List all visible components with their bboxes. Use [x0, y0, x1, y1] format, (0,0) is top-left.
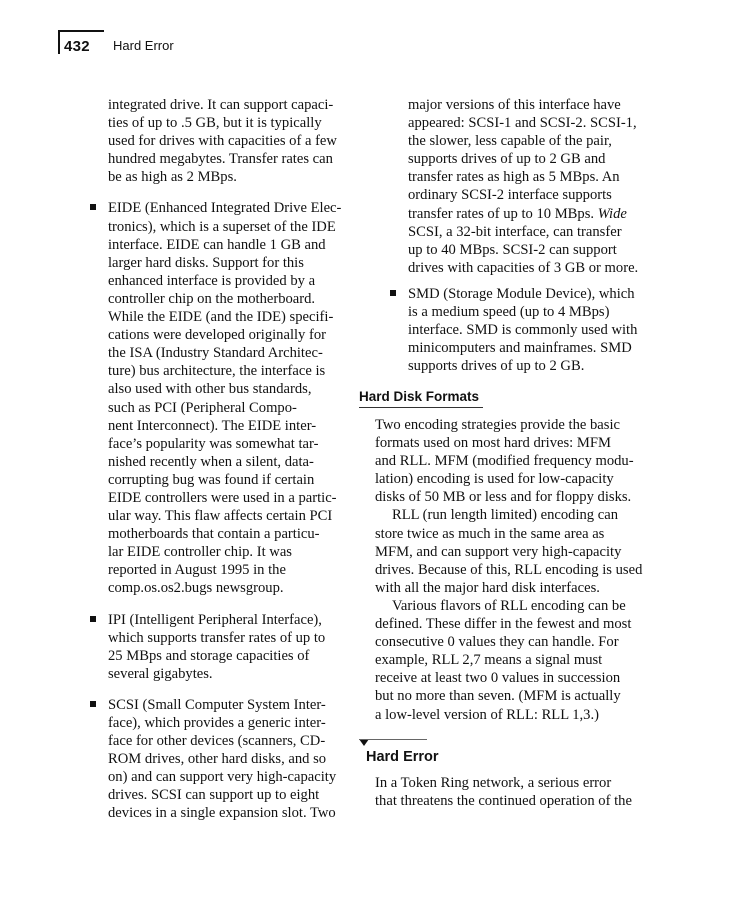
text-line: Two encoding strategies provide the basic	[375, 417, 620, 433]
text-line: on) and can support very high-capacity	[108, 769, 337, 786]
text-line: major versions of this interface have	[408, 97, 621, 113]
text-line: ties of up to .5 GB, but it is typically	[108, 115, 322, 132]
text-line: SCSI (Small Computer System Inter-	[108, 696, 326, 713]
text-line: face), which provides a generic inter-	[108, 715, 326, 731]
text-line: ture) bus architecture, the interface is	[108, 363, 326, 380]
page-number: 432	[64, 38, 90, 55]
text-line: receive at least two 0 values in succession	[375, 670, 621, 687]
text-line: While the EIDE (and the IDE) specifi-	[108, 309, 334, 326]
text-line: ordinary SCSI-2 interface supports	[408, 187, 612, 204]
text-line: the ISA (Industry Standard Architec-	[108, 345, 323, 362]
text-line: minicomputers and mainframes. SMD	[408, 340, 632, 357]
text-line: corrupting bug was found if certain	[108, 471, 315, 488]
text-line: appeared: SCSI-1 and SCSI-2. SCSI-1,	[408, 115, 637, 132]
formats-body	[375, 416, 645, 724]
entry-rule	[359, 739, 427, 740]
text-line: reported in August 1995 in the	[108, 562, 286, 579]
text-line: face’s popularity was somewhat tar-	[108, 435, 319, 452]
text-line: cations were developed originally for	[108, 327, 327, 344]
text-line: Various flavors of RLL encoding can be	[392, 597, 626, 614]
text-line: is a medium speed (up to 4 MBps)	[408, 304, 610, 321]
text-line: also used with other bus standards,	[108, 381, 312, 398]
text-line: transfer rates as high as 5 MBps. An	[408, 169, 620, 186]
text-line: interface. EIDE can handle 1 GB and	[108, 236, 326, 253]
text-line: consecutive 0 values they can handle. For	[375, 634, 619, 651]
text-line: devices in a single expansion slot. Two	[108, 805, 336, 822]
text-line: store twice as much in the same area as	[375, 525, 605, 542]
text-line: with all the major hard disk interfaces.	[375, 579, 600, 596]
italic-term: Wide	[597, 205, 627, 222]
text-line: tronics), which is a superset of the IDE	[108, 218, 336, 235]
text-line: lar EIDE controller chip. It was	[108, 544, 292, 561]
text-line: drives with capacities of 3 GB or more.	[408, 259, 639, 276]
text-line: RLL (run length limited) encoding can	[392, 507, 619, 524]
text-line: EIDE (Enhanced Integrated Drive Elec-	[108, 200, 342, 217]
text-line: In a Token Ring network, a serious error	[375, 775, 612, 791]
text-line: and RLL. MFM (modified frequency modu-	[375, 453, 634, 470]
text-line: hundred megabytes. Transfer rates can	[108, 151, 333, 168]
text-line: larger hard disks. Support for this	[108, 254, 304, 271]
paragraph	[375, 597, 645, 724]
text-line: drives. Because of this, RLL encoding is used	[375, 561, 643, 578]
paragraph	[375, 506, 645, 596]
text-line: be as high as 2 MBps.	[108, 169, 237, 186]
text-line: supports drives of up to 2 GB and	[408, 151, 606, 168]
entry-marker-icon	[359, 739, 369, 746]
text-line: MFM, and can support very high-capacity	[375, 543, 622, 560]
text-fragment: transfer rates of up to 10 MBps.	[408, 205, 598, 222]
text-line: drives. SCSI can support up to eight	[108, 787, 320, 804]
text-line: formats used on most hard drives: MFM	[375, 435, 611, 452]
text-line: nent Interconnect). The EIDE inter-	[108, 417, 317, 434]
text-line: but no more than seven. (MFM is actually	[375, 688, 621, 705]
text-line: motherboards that contain a particu-	[108, 526, 320, 543]
text-line: defined. These differ in the fewest and most	[375, 616, 632, 633]
entry-heading: Hard Error	[366, 749, 439, 765]
text-line: ular way. This flaw affects certain PCI	[108, 508, 333, 525]
text-line: several gigabytes.	[108, 665, 213, 682]
text-line: example, RLL 2,7 means a signal must	[375, 652, 603, 669]
text-line: supports drives of up to 2 GB.	[408, 358, 585, 375]
text-line: SCSI, a 32-bit interface, can transfer	[408, 223, 622, 240]
text-line: the slower, less capable of the pair,	[408, 133, 612, 150]
text-line: enhanced interface is provided by a	[108, 272, 316, 289]
text-line: up to 40 MBps. SCSI-2 can support	[408, 241, 617, 258]
paragraph	[375, 416, 645, 506]
text-line: disks of 50 MB or less and for floppy disks.	[375, 489, 632, 506]
text-line: that threatens the continued operation of the	[375, 793, 632, 810]
text-line: nished recently when a silent, data-	[108, 453, 314, 470]
text-line: controller chip on the motherboard.	[108, 290, 316, 307]
text-line: such as PCI (Peripheral Compo-	[108, 399, 297, 416]
text-line: a low-level version of RLL: RLL 1,3.)	[375, 706, 599, 723]
text-line: 25 MBps and storage capacities of	[108, 647, 310, 664]
text-line: EIDE controllers were used in a partic-	[108, 489, 337, 506]
text-line: integrated drive. It can support capaci-	[108, 97, 334, 113]
list-item-smd	[408, 285, 648, 375]
text-line: ROM drives, other hard disks, and so	[108, 751, 327, 768]
text-line: lation) encoding is used for low-capacity	[375, 471, 614, 488]
scsi-continuation	[408, 96, 648, 277]
text-line: face for other devices (scanners, CD-	[108, 733, 326, 750]
text-line: used for drives with capacities of a few	[108, 133, 337, 150]
heading-rule	[359, 407, 483, 408]
text-line: which supports transfer rates of up to	[108, 629, 326, 646]
running-head: Hard Error	[113, 38, 174, 53]
text-line: IPI (Intelligent Peripheral Interface),	[108, 611, 322, 628]
text-line	[408, 205, 648, 223]
entry-body	[375, 774, 645, 810]
text-line: comp.os.os2.bugs newsgroup.	[108, 580, 284, 597]
text-line: SMD (Storage Module Device), which	[408, 286, 635, 302]
bullet-icon	[390, 290, 396, 296]
text-line: interface. SMD is commonly used with	[408, 322, 638, 339]
section-heading: Hard Disk Formats	[359, 389, 480, 404]
